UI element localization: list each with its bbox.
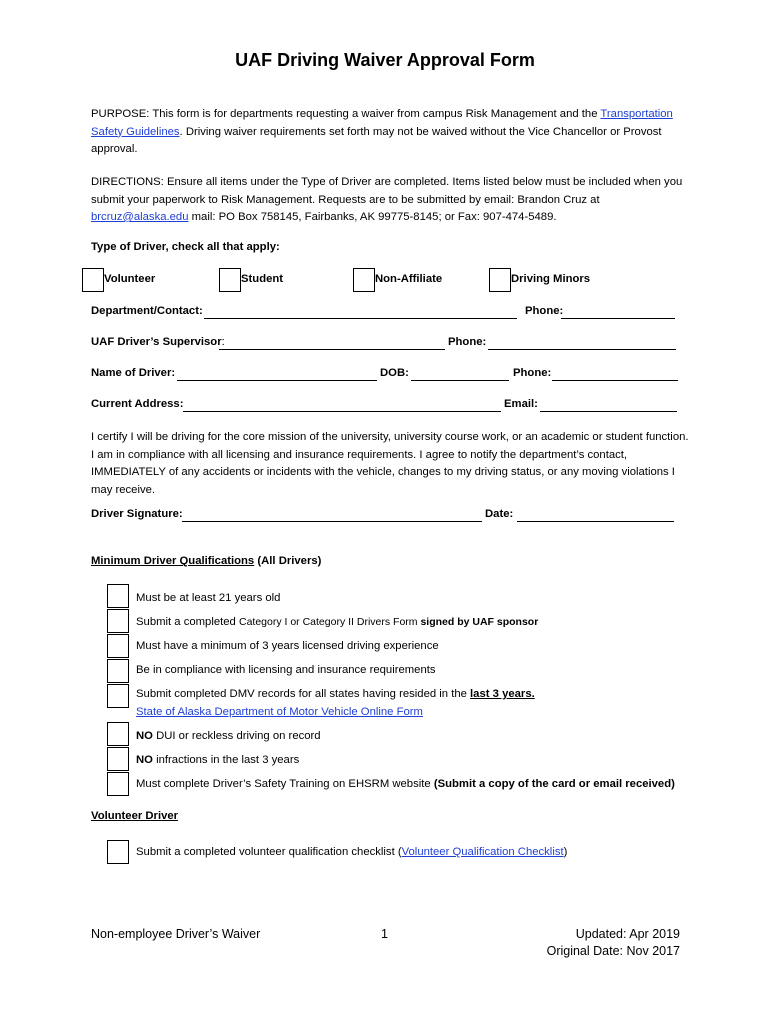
supervisor-phone-label: Phone: <box>448 336 487 348</box>
qual-licensed-text: Must have a minimum of 3 years licensed driving experience <box>136 640 439 652</box>
qual-dui-text: NO DUI or reckless driving on record <box>136 730 321 742</box>
volunteer-label: Volunteer <box>104 273 156 285</box>
qual-infractions-text: NO infractions in the last 3 years <box>136 754 300 766</box>
qual-dui-checkbox[interactable] <box>107 722 129 746</box>
dob-label: DOB: <box>380 367 409 379</box>
volunteer-checklist-text: Submit a completed volunteer qualification checklist (Volunteer Qualification Checklist) <box>136 846 568 858</box>
certify-paragraph: I certify I will be driving for the core mission of the university, university course work, or an academic or student function. I am in compliance with all licensing and insurance requirements. I agree to notify the department’s contact, IMMEDIATELY of any accidents or incidents with the vehicle, changes to my driving status, or any moving violations I may receive. <box>91 431 689 496</box>
volunteer-checklist-link[interactable]: Volunteer Qualification Checklist <box>401 846 564 858</box>
qual-drivers-form-text: Submit a completed Category I or Category II Drivers Form signed by UAF sponsor <box>136 616 539 628</box>
qual-training-text: Must complete Driver’s Safety Training on EHSRM website (Submit a copy of the card or email received) <box>136 778 675 790</box>
driver-phone-label: Phone: <box>513 367 552 379</box>
directions-text: DIRECTIONS: Ensure all items under the Type of Driver are completed. Items listed below must be included when you submit your paperwork to Risk Management. Requests are to be submitted by email: Brandon Cruz at <box>91 176 683 206</box>
non-affiliate-label: Non-Affiliate <box>375 273 443 285</box>
qualifications-heading: Minimum Driver Qualifications (All Drivers) <box>91 555 322 567</box>
transportation-safety-link[interactable]: Transportation Safety Guidelines <box>91 108 673 138</box>
qual-infractions-checkbox[interactable] <box>107 747 129 771</box>
driving-minors-checkbox[interactable] <box>489 268 511 292</box>
updated-date: Updated: Apr 2019 <box>575 927 680 941</box>
supervisor-phone-input-line[interactable] <box>488 349 676 350</box>
volunteer-checkbox[interactable] <box>82 268 104 292</box>
department-phone-input-line[interactable] <box>561 318 675 319</box>
directions-paragraph <box>91 174 691 227</box>
qual-age-text: Must be at least 21 years old <box>136 592 281 604</box>
department-phone-label: Phone: <box>525 305 564 317</box>
signature-row <box>91 508 681 526</box>
qual-compliance-checkbox[interactable] <box>107 659 129 683</box>
address-row <box>91 398 681 416</box>
driver-name-row <box>91 367 681 385</box>
department-label: Department/Contact: <box>91 305 203 317</box>
driver-phone-input-line[interactable] <box>552 380 678 381</box>
student-checkbox[interactable] <box>219 268 241 292</box>
address-input-line[interactable] <box>183 411 501 412</box>
driving-minors-label: Driving Minors <box>511 273 591 285</box>
qual-dmv-checkbox[interactable] <box>107 684 129 708</box>
signature-label: Driver Signature: <box>91 508 183 520</box>
department-row <box>91 305 681 323</box>
page-number: 1 <box>381 927 388 941</box>
purpose-text: PURPOSE: This form is for departments requesting a waiver from campus Risk Management and the <box>91 108 598 120</box>
qual-drivers-form-checkbox[interactable] <box>107 609 129 633</box>
email-label: Email: <box>504 398 538 410</box>
email-input-line[interactable] <box>540 411 677 412</box>
volunteer-checklist-checkbox[interactable] <box>107 840 129 864</box>
supervisor-label: UAF Driver’s Supervisor: <box>91 336 225 348</box>
purpose-paragraph <box>91 106 691 159</box>
volunteer-driver-heading: Volunteer Driver <box>91 810 179 822</box>
qual-licensed-checkbox[interactable] <box>107 634 129 658</box>
footer-title: Non-employee Driver’s Waiver <box>91 927 261 941</box>
qual-training-checkbox[interactable] <box>107 772 129 796</box>
qual-dmv-text: Submit completed DMV records for all states having resided in the last 3 years. <box>136 688 535 700</box>
dob-input-line[interactable] <box>411 380 509 381</box>
directions-suffix: mail: PO Box 758145, Fairbanks, AK 99775-8145; or Fax: 907-474-5489. <box>188 211 557 223</box>
driver-name-label: Name of Driver: <box>91 367 176 379</box>
signature-input-line[interactable] <box>182 521 482 522</box>
address-label: Current Address: <box>91 398 184 410</box>
non-affiliate-checkbox[interactable] <box>353 268 375 292</box>
driver-name-input-line[interactable] <box>177 380 377 381</box>
qual-age-checkbox[interactable] <box>107 584 129 608</box>
email-link[interactable]: brcruz@alaska.edu <box>91 211 189 223</box>
qual-compliance-text: Be in compliance with licensing and insurance requirements <box>136 664 436 676</box>
original-date: Original Date: Nov 2017 <box>546 944 680 958</box>
supervisor-row <box>91 336 681 354</box>
department-input-line[interactable] <box>204 318 517 319</box>
supervisor-input-line[interactable] <box>219 349 445 350</box>
page-title: UAF Driving Waiver Approval Form <box>235 50 535 70</box>
dmv-online-form-link[interactable]: State of Alaska Department of Motor Vehicle Online Form <box>136 706 423 718</box>
purpose-suffix: . Driving waiver requirements set forth may not be waived without the Vice Chancellor or Provost approval. <box>91 125 662 155</box>
date-label: Date: <box>485 508 514 520</box>
date-input-line[interactable] <box>517 521 674 522</box>
student-label: Student <box>241 273 284 285</box>
driver-type-heading: Type of Driver, check all that apply: <box>91 241 280 253</box>
